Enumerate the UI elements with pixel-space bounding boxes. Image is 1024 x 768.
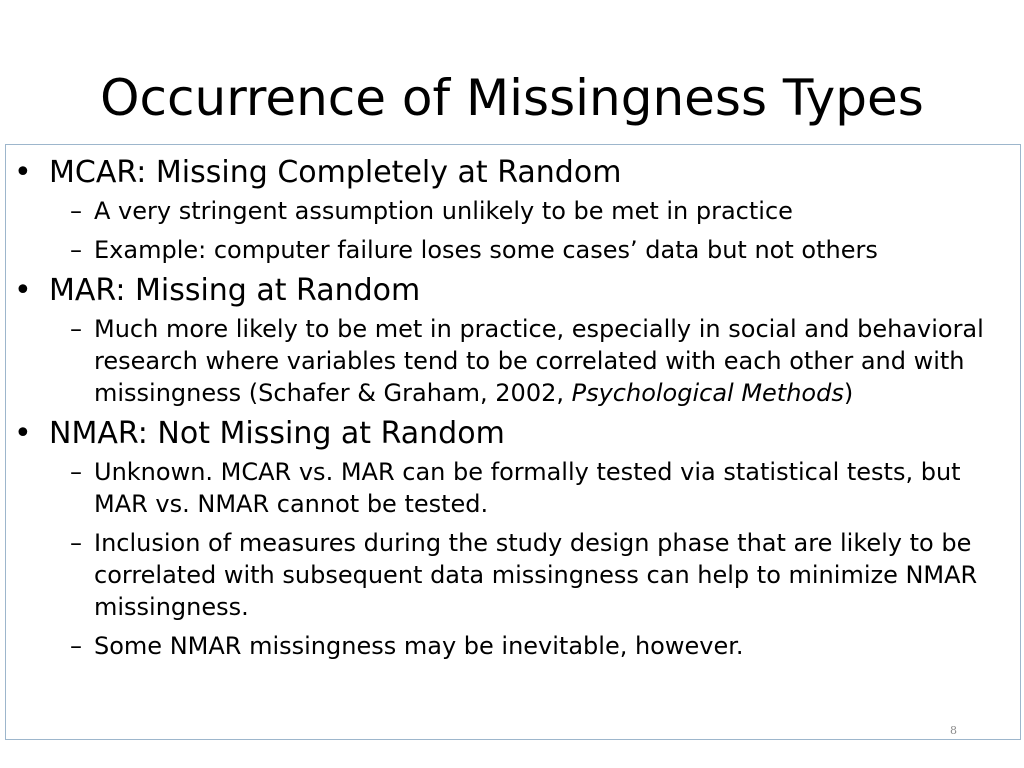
- dash-icon: –: [70, 236, 82, 264]
- dash-icon: –: [70, 529, 82, 557]
- dash-icon: –: [70, 458, 82, 486]
- bullet-list: [0, 155, 1024, 669]
- bullet-dot-icon: •: [14, 273, 32, 308]
- slide-title: Occurrence of Missingness Types: [100, 69, 924, 127]
- sub-bullet: [0, 527, 1024, 623]
- sub-bullet: [0, 195, 1024, 227]
- bullet-nmar: [0, 416, 1024, 452]
- sub-bullet: [0, 630, 1024, 662]
- journal-title: Psychological Methods: [571, 379, 844, 407]
- sub-bullet-text: Much more likely to be met in practice, especially in social and behavioral research where variables tend to be correlated with each other and with missingness (Schafer & Graham, 2002,: [94, 315, 984, 407]
- dash-icon: –: [70, 197, 82, 225]
- sub-bullet-text: A very stringent assumption unlikely to be met in practice: [94, 197, 793, 225]
- page-number: 8: [950, 724, 957, 737]
- bullet-text: MCAR: Missing Completely at Random: [49, 155, 622, 190]
- citation-close: ): [843, 379, 854, 407]
- sub-bullet: [0, 313, 1024, 409]
- dash-icon: –: [70, 315, 82, 343]
- sub-bullet: [0, 234, 1024, 266]
- bullet-dot-icon: •: [14, 416, 32, 451]
- sub-bullet: [0, 456, 1024, 520]
- sub-bullet-text: Some NMAR missingness may be inevitable, however.: [94, 632, 744, 660]
- bullet-mcar: [0, 155, 1024, 191]
- sub-bullet-text: Example: computer failure loses some cases’ data but not others: [94, 236, 878, 264]
- bullet-dot-icon: •: [14, 155, 32, 190]
- bullet-text: MAR: Missing at Random: [49, 273, 421, 308]
- sub-bullet-text: Unknown. MCAR vs. MAR can be formally tested via statistical tests, but MAR vs. NMAR cannot be tested.: [94, 458, 961, 518]
- bullet-mar: [0, 273, 1024, 309]
- dash-icon: –: [70, 632, 82, 660]
- bullet-text: NMAR: Not Missing at Random: [49, 416, 505, 451]
- sub-bullet-text: Inclusion of measures during the study design phase that are likely to be correlated with subsequent data missingness can help to minimize NMAR missingness.: [94, 529, 978, 621]
